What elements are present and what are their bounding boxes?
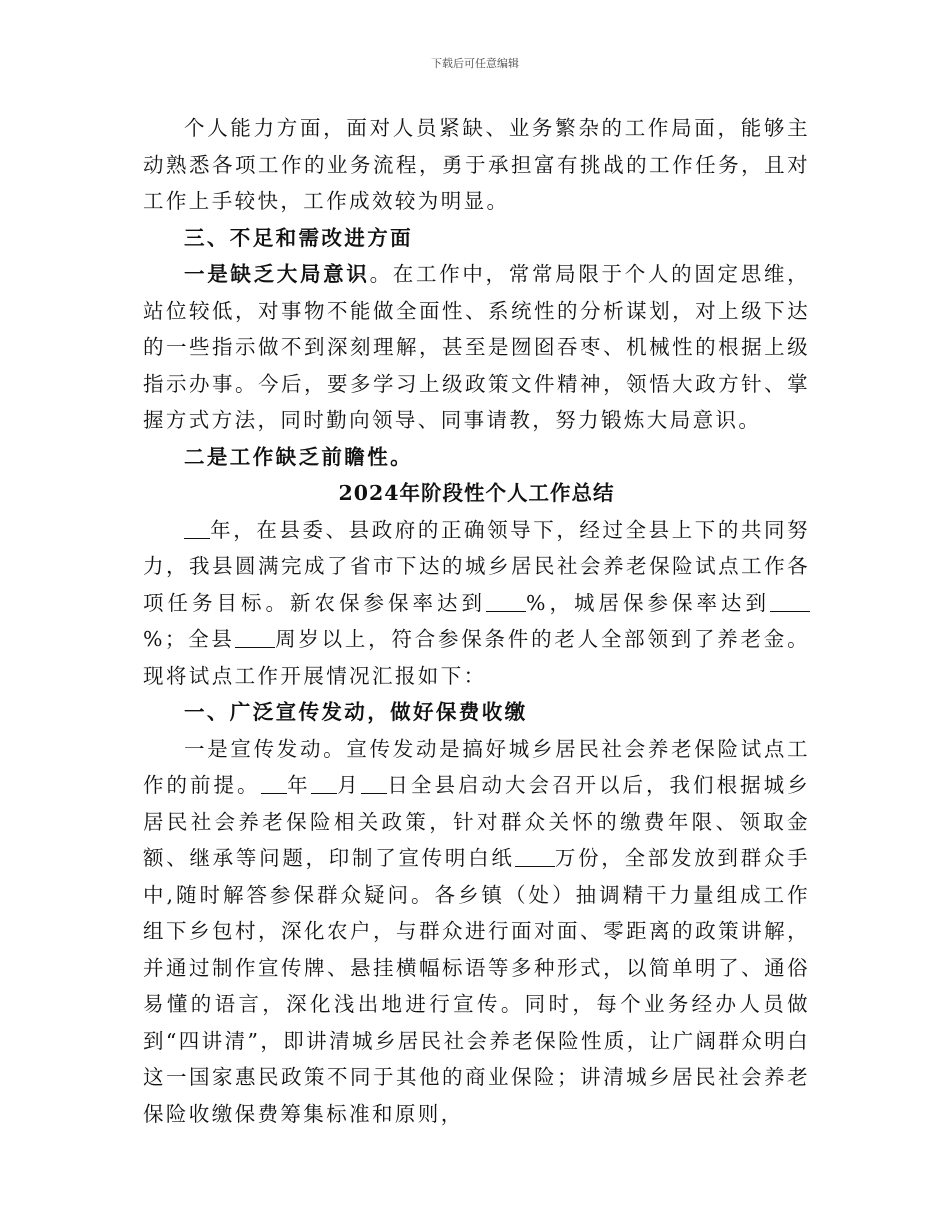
blank-year: [261, 775, 287, 794]
document-title: 2024年阶段性个人工作总结: [338, 481, 615, 505]
paragraph-summary-intro: [143, 512, 810, 695]
text-segment: 日全县启动大会召开以后，我们根据城乡居民社会养老保险相关政策，针对群众关怀的缴费年限、领取金额、继承等问题，印制了宣传明白纸: [143, 773, 811, 870]
text-segment: %，城居保参保率达到: [526, 590, 770, 615]
paragraph-lack-foresight: 二是工作缺乏前瞻性。: [184, 444, 413, 469]
section-heading-publicity: 一、广泛宣传发动，做好保费收缴: [184, 700, 528, 724]
text-segment: 一是宣传发动。宣传发动是搞好城乡居民社会养老保险试点工作的前提。: [143, 736, 810, 797]
blank-day: [361, 775, 387, 794]
text-segment: 周岁以上，符合参保条件的老人全部领到了养老金。现将试点工作开展情况汇报如下：: [143, 627, 810, 688]
text-segment: 月: [336, 773, 361, 797]
text-segment: 年，在县委、县政府的正确领导下，经过全县上下的共同努力，我县圆满完成了省市下达的城乡居民社会养老保险试点工作各项任务目标。新农保参保率达到: [143, 517, 810, 615]
document-body: [143, 110, 810, 1132]
paragraph-publicity-mobilization: [143, 731, 810, 1133]
text-segment: %；全县: [143, 627, 235, 651]
paragraph-lack-overall-awareness: [143, 256, 810, 439]
blank-age: [235, 629, 275, 648]
page-header: 下载后可任意编辑: [431, 57, 519, 70]
blank-rate-1: [486, 593, 526, 612]
text-segment: 万份，全部发放到群众手中,随时解答参保群众疑问。各乡镇（处）抽调精干力量组成工作组下乡包村，深化农户，与群众进行面对面、零距离的政策讲解，并通过制作宣传牌、悬挂横幅标语等多种形式，以简单明了、通俗易懂的语言，深化浅出地进行宣传。同时，每个业务经办人员做到“四讲清”，即讲清城乡居民社会养老保险性质，让广阔群众明白这一国家惠民政策不同于其他的商业保险；讲清城乡居民社会养老保险收缴保费筹集标准和原则，: [143, 846, 810, 1126]
paragraph-lead-text: 一是缺乏大局意识: [184, 262, 370, 286]
section-heading-shortcomings: 三、不足和需改进方面: [184, 225, 413, 250]
paragraph-body-text: 。在工作中，常常局限于个人的固定思维，站位较低，对事物不能做全面性、系统性的分析谋划，对上级下达的一些指示做不到深刻理解，甚至是囫囵吞枣、机械性的根据上级指示办事。今后，要多学习上级政策文件精神，领悟大政方针、掌握方式方法，同时勤向领导、同事请教，努力锻炼大局意识。: [143, 262, 810, 432]
blank-year: [184, 520, 210, 539]
paragraph-personal-ability: 个人能力方面，面对人员紧缺、业务繁杂的工作局面，能够主动熟悉各项工作的业务流程，勇于承担富有挑战的工作任务，且对工作上手较快，工作成效较为明显。: [143, 116, 810, 213]
blank-month: [311, 775, 337, 794]
blank-rate-2: [770, 593, 810, 612]
blank-copies: [515, 848, 555, 867]
text-segment: 年: [286, 773, 311, 797]
